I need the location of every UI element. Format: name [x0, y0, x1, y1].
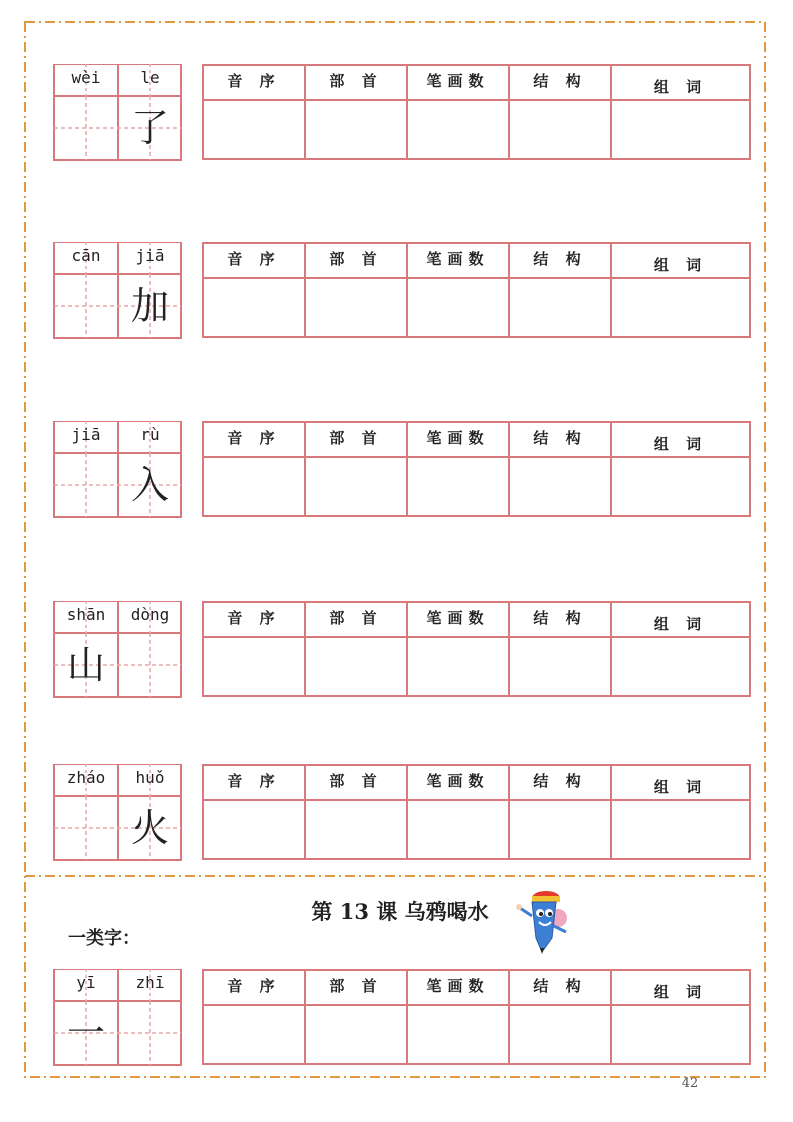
- table-header-cell: 音 序: [227, 72, 281, 90]
- pinyin-label: zháo: [66, 768, 106, 787]
- table-header-cell: 笔画数: [426, 429, 490, 447]
- pinyin-label: dòng: [130, 605, 170, 624]
- hanzi-character: 一: [66, 1011, 105, 1055]
- table-header-cell: 结 构: [533, 609, 587, 627]
- character-row: [0, 421, 793, 521]
- table-header-cell: 组 词: [653, 435, 708, 453]
- table-header-cell: 部 首: [329, 977, 383, 995]
- hanzi-character: 了: [130, 106, 169, 150]
- character-row: [0, 64, 793, 164]
- table-header-cell: 组 词: [653, 778, 708, 796]
- page-number: 42: [681, 1076, 699, 1091]
- table-header-cell: 部 首: [329, 772, 383, 790]
- table-header-cell: 结 构: [533, 429, 587, 447]
- pinyin-label: rù: [140, 425, 160, 444]
- table-header-cell: 音 序: [227, 977, 281, 995]
- character-row: [0, 242, 793, 342]
- pinyin-label: jiā: [135, 246, 165, 265]
- table-header-cell: 组 词: [653, 983, 708, 1001]
- table-header-cell: 部 首: [329, 72, 383, 90]
- pinyin-label: jiā: [71, 425, 101, 444]
- pinyin-label: wèi: [71, 68, 101, 87]
- table-header-cell: 结 构: [533, 72, 587, 90]
- pinyin-label: le: [140, 68, 160, 87]
- table-header-cell: 笔画数: [426, 72, 490, 90]
- pencil-mascot-icon: [510, 886, 576, 956]
- table-header-cell: 笔画数: [426, 977, 490, 995]
- section-label: 一类字：: [68, 928, 140, 949]
- table-header-cell: 部 首: [329, 429, 383, 447]
- hanzi-character: 山: [66, 643, 105, 687]
- table-header-cell: 结 构: [533, 977, 587, 995]
- hanzi-character: 加: [130, 284, 169, 328]
- table-header-cell: 音 序: [227, 609, 281, 627]
- character-row: [0, 764, 793, 864]
- pinyin-label: huǒ: [135, 768, 165, 787]
- pinyin-label: zhī: [135, 973, 165, 992]
- lesson-title: 第 13 课 乌鸦喝水: [311, 899, 489, 924]
- table-header-cell: 音 序: [227, 429, 281, 447]
- table-header-cell: 结 构: [533, 772, 587, 790]
- table-header-cell: 音 序: [227, 772, 281, 790]
- character-row: [0, 969, 793, 1069]
- pinyin-label: shān: [66, 605, 106, 624]
- table-header-cell: 笔画数: [426, 609, 490, 627]
- hanzi-character: 入: [130, 463, 169, 507]
- hanzi-character: 火: [130, 806, 169, 850]
- pinyin-label: cān: [71, 246, 101, 265]
- character-row: [0, 601, 793, 701]
- table-header-cell: 音 序: [227, 250, 281, 268]
- table-header-cell: 部 首: [329, 609, 383, 627]
- table-header-cell: 组 词: [653, 256, 708, 274]
- table-header-cell: 部 首: [329, 250, 383, 268]
- table-header-cell: 笔画数: [426, 250, 490, 268]
- table-header-cell: 笔画数: [426, 772, 490, 790]
- table-header-cell: 组 词: [653, 615, 708, 633]
- table-header-cell: 组 词: [653, 78, 708, 96]
- table-header-cell: 结 构: [533, 250, 587, 268]
- pinyin-label: yī: [76, 973, 96, 992]
